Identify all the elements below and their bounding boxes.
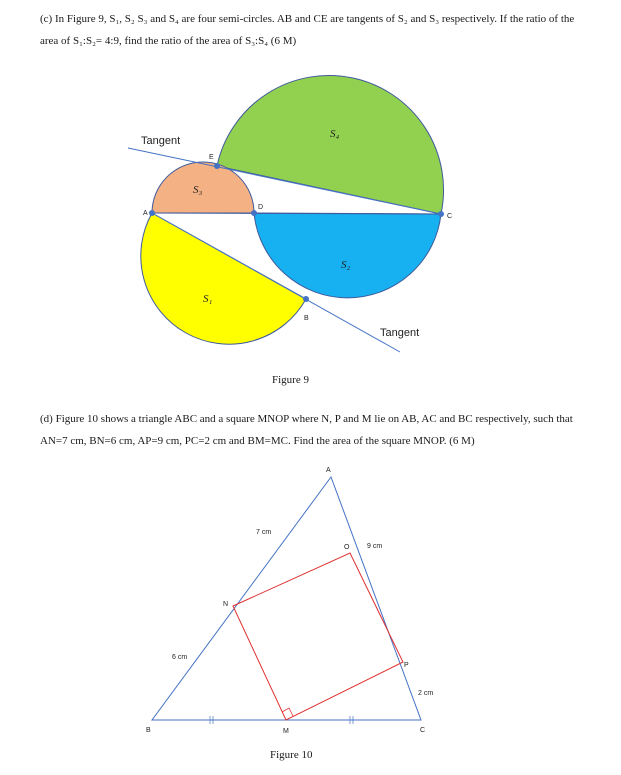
figure-9 (128, 75, 452, 352)
point-b (303, 296, 309, 302)
label10-n: N (223, 601, 229, 608)
question-d-text: (d) Figure 10 shows a triangle ABC and a square MNOP where N, P and M lie on AB, AC and BC respectively, such that AN=7 cm, BN=6 cm, AP=9 cm, PC=2 cm and BM=MC. Find the area of the square MNOP. (6 M) (40, 413, 573, 447)
label-a: A (143, 210, 148, 217)
label-s4: S₄ (330, 128, 340, 140)
length-bn: 6 cm (172, 654, 188, 661)
label-d: D (258, 204, 264, 211)
point-e (214, 163, 220, 169)
figure-9-caption: Figure 9 (272, 374, 309, 386)
question-c-text: (c) In Figure 9, S₁, S₂ S₃ and S₄ are four semi-circles. AB and CE are tangents of S₂ and S₃ respectively. If the ratio of the area of S₁:S₂= 4:9, find the ratio of the area of S₃:S₄ (6 M) (40, 13, 575, 47)
label10-p: P (404, 662, 409, 669)
square-mnop (233, 553, 403, 720)
point-a (149, 210, 155, 216)
label-s2: S₂ (341, 259, 351, 271)
length-ao: 9 cm (367, 543, 383, 550)
figure-10-caption: Figure 10 (270, 749, 313, 761)
point-d (251, 210, 257, 216)
label-c: C (447, 213, 453, 220)
label10-b: B (146, 727, 151, 734)
label-b: B (304, 315, 309, 322)
label-s1: S₁ (203, 293, 213, 305)
label10-c: C (420, 727, 426, 734)
tangent-label-bottom: Tangent (380, 327, 420, 339)
length-pc: 2 cm (418, 690, 434, 697)
label10-m: M (283, 728, 289, 735)
diameter-line (152, 213, 441, 214)
label10-o: O (344, 544, 350, 551)
label-s3: S₃ (193, 184, 203, 196)
label10-a: A (326, 467, 331, 474)
label-e: E (209, 154, 214, 161)
figure-10 (146, 467, 433, 735)
semicircle-s4 (217, 75, 444, 214)
point-c (438, 211, 444, 217)
length-an: 7 cm (256, 529, 272, 536)
triangle-abc (152, 477, 421, 720)
tangent-label-top: Tangent (141, 135, 181, 147)
